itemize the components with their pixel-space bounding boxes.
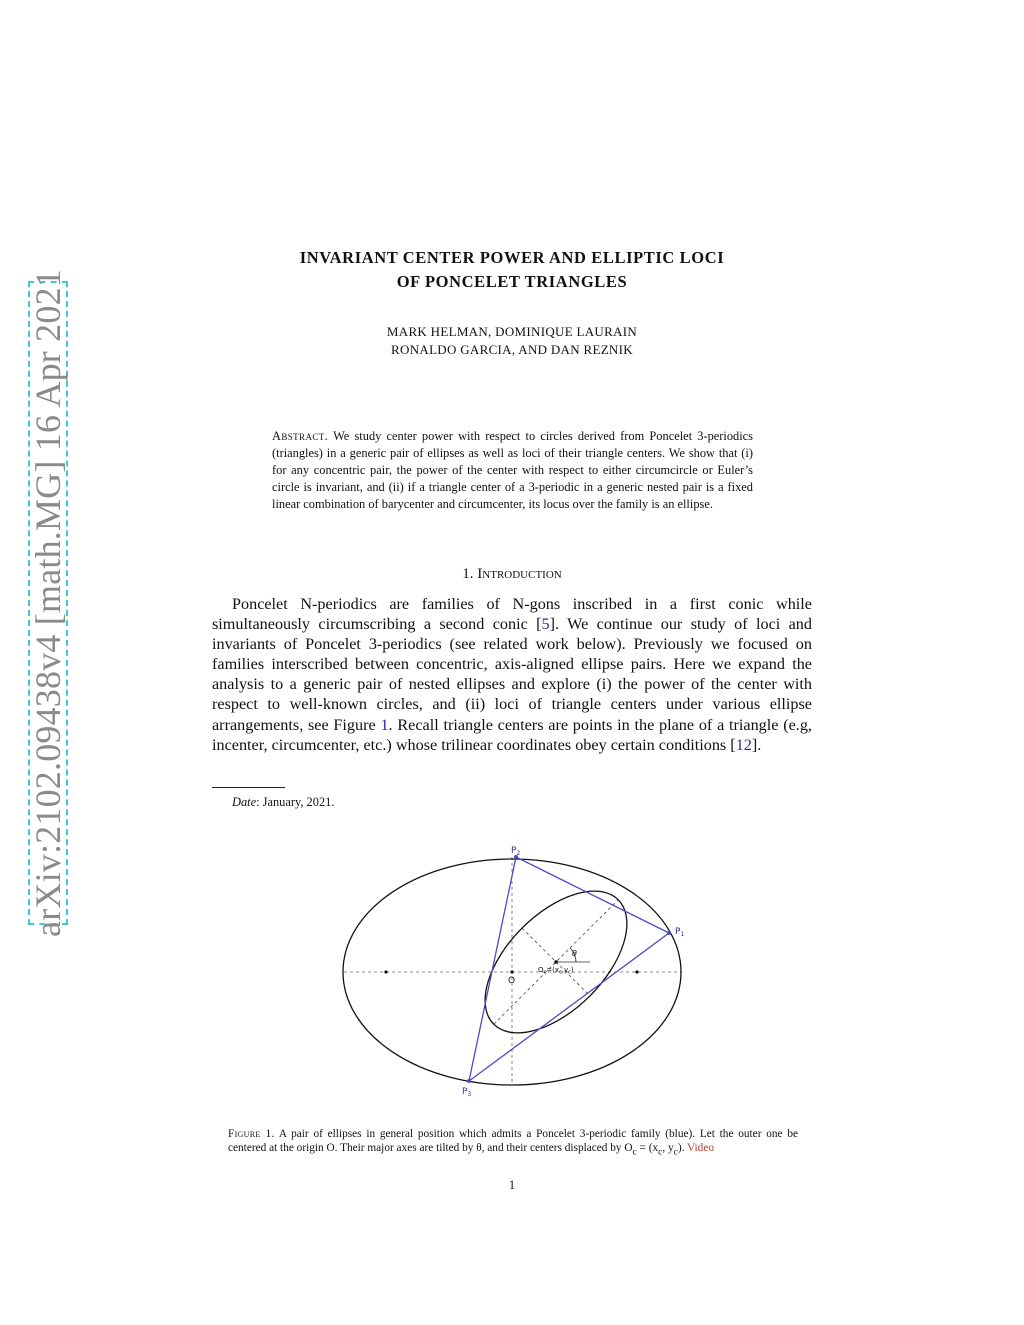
intro-text-1: Poncelet N-periodics are families of N-gons inscribed in a first conic while simultaneously circumscribing a second conic [: [212, 595, 812, 634]
caption-sub-xc: c: [658, 1147, 663, 1158]
section-number: 1.: [462, 566, 474, 582]
origin-point: [510, 970, 513, 973]
abstract-text: We study center power with respect to circles derived from Poncelet 3-periodics (triangles) in a generic pair of ellipses as well as loci of their triangle centers. We show that (i) for any concentric pair, the power of the center with respect to either circumcircle or Euler’s circle is invariant, and (ii) if a triangle center of a 3-periodic in a generic nested pair is a fixed linear combination of barycenter and circumcenter, its locus over the family is an ellipse.: [272, 429, 753, 511]
footnote-rule: [212, 787, 285, 788]
title-line-1: INVARIANT CENTER POWER AND ELLIPTIC LOCI: [299, 248, 725, 267]
citation-link-5[interactable]: 5: [541, 615, 550, 634]
caption-text-4: ).: [677, 1142, 688, 1155]
section-heading: [180, 566, 844, 583]
caption-sub-c: c: [632, 1147, 637, 1158]
title-line-2: OF PONCELET TRIANGLES: [396, 272, 628, 291]
label-p2: $P_2$: [511, 846, 521, 857]
intro-text-3: . Recall triangle centers are points in the plane of a triangle (e.g, incenter, circumcenter, etc.) whose trilinear coordinates obey certain conditions [: [212, 715, 812, 754]
label-origin: O: [508, 976, 516, 986]
footnote: [232, 795, 334, 810]
outer-focus-left: [384, 970, 387, 973]
arxiv-side-stamp: [28, 269, 68, 937]
intro-paragraph: [212, 594, 812, 755]
page-number: 1: [508, 1178, 516, 1192]
authors-line-1: MARK HELMAN, DOMINIQUE LAURAIN: [386, 324, 638, 339]
label-p3: $P_3$: [462, 1087, 472, 1098]
authors: [180, 323, 844, 359]
arxiv-identifier: arXiv:2102.09438v4 [math.MG] 16 Apr 2021: [28, 269, 68, 937]
caption-label: Figure 1.: [228, 1128, 275, 1140]
figure-1-diagram: [330, 840, 700, 1110]
figure-caption: [228, 1127, 798, 1160]
label-center-coordinates: $O_c=(x_c,y_c)$: [538, 966, 574, 976]
intro-text-2: ]. We continue our study of loci and invariants of Poncelet 3-periodics (see related work below). Previously we focused on families interscribed between concentric, axis-aligned ellipse pairs. Here we expand the analysis to a generic pair of nested ellipses and explore (i) the power of the center with respect to well-known circles, and (ii) loci of triangle centers under various ellipse arrangements, see Figure: [212, 615, 812, 734]
authors-line-2: RONALDO GARCIA, AND DAN REZNIK: [391, 342, 633, 357]
figure-reference-link[interactable]: 1: [380, 715, 389, 734]
vertex-p1: [667, 931, 671, 935]
citation-link-12[interactable]: 12: [735, 735, 752, 754]
footnote-text: : January, 2021.: [256, 795, 335, 809]
outer-focus-right: [635, 970, 638, 973]
abstract: [272, 428, 753, 513]
caption-text-3: , y: [662, 1142, 674, 1155]
vertex-p3: [467, 1079, 471, 1083]
footnote-label: Date: [232, 795, 257, 809]
label-p1: $P_1$: [675, 927, 685, 938]
video-link[interactable]: Video: [687, 1142, 714, 1155]
label-theta: θ: [572, 949, 577, 958]
caption-text-2: = (x: [636, 1142, 659, 1155]
inner-center-point: [554, 960, 558, 964]
caption-sub-yc: c: [673, 1147, 678, 1158]
abstract-label: Abstract.: [272, 429, 329, 443]
section-title: Introduction: [477, 566, 562, 582]
caption-text: A pair of ellipses in general position which admits a Poncelet 3-periodic family (blue). Let the outer one be centered at the origin O. Their major axes are tilted by θ, and their centers displaced by O: [228, 1128, 798, 1155]
intro-text-4: ].: [751, 735, 762, 754]
paper-title: [180, 246, 844, 294]
